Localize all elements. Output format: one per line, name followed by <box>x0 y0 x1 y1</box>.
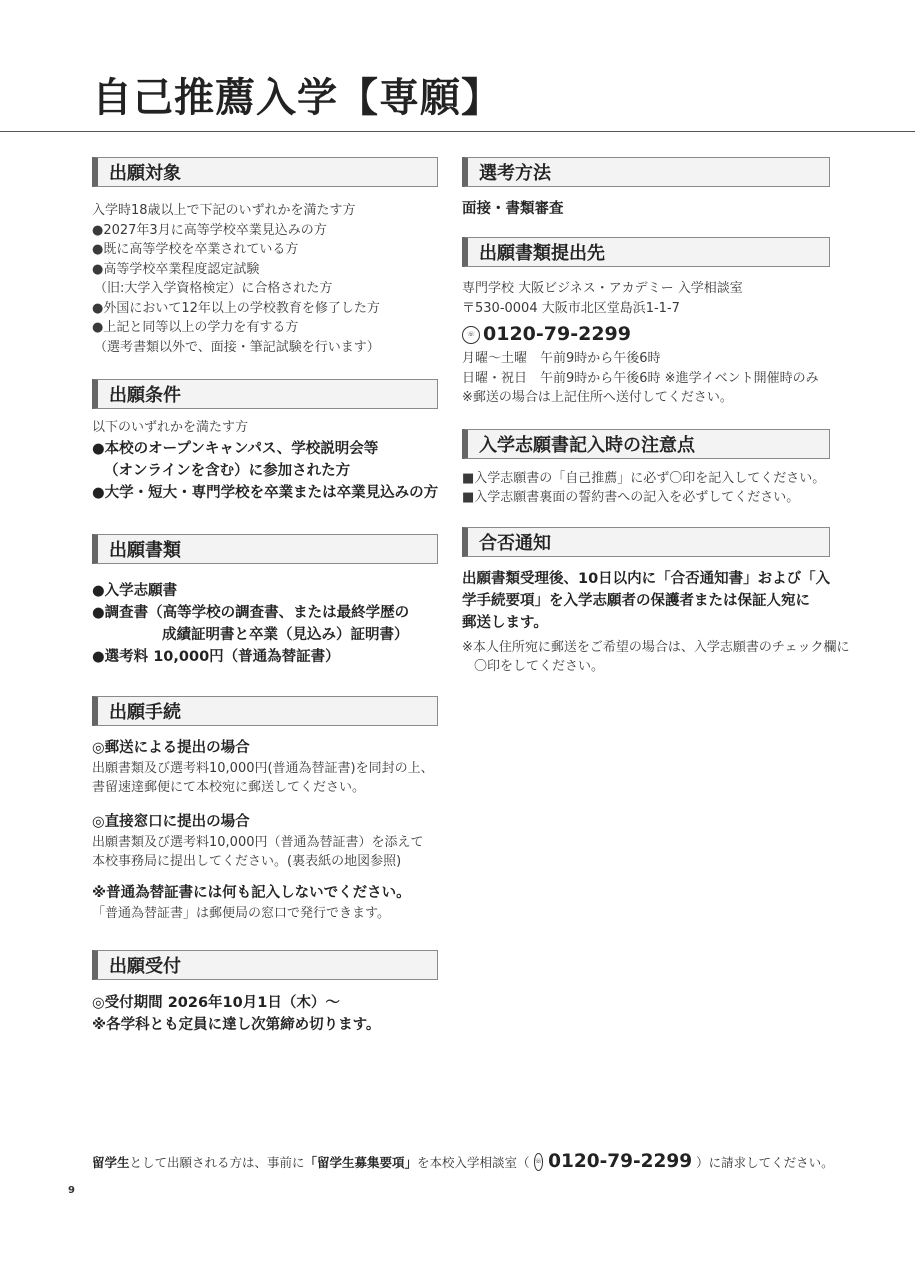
documents-list <box>92 580 438 668</box>
target-line: 入学時18歳以上で下記のいずれかを満たす方 <box>92 203 356 218</box>
target-line: ●2027年3月に高等学校卒業見込みの方 <box>92 222 327 238</box>
page-title: 自己推薦入学【専願】 <box>92 75 502 121</box>
page-number: 9 <box>68 1185 75 1196</box>
procedure-mail-title: ◎郵送による提出の場合 <box>92 739 250 756</box>
address-line: 専門学校 大阪ビジネス・アカデミー 入学相談室 <box>462 281 743 296</box>
footer-note <box>92 1151 832 1172</box>
documents-item: 成績証明書と卒業（見込み）証明書） <box>162 626 409 643</box>
result-note: 〇印をしてください。 <box>474 659 605 674</box>
procedure-note-title: ※普通為替証書には何も記入しないでください。 <box>92 884 411 901</box>
result-text: 学手続要項」を入学志願者の保護者または保証人宛に <box>462 592 810 609</box>
right-column <box>462 157 850 677</box>
free-dial-icon: ☏ <box>534 1153 544 1171</box>
section-heading-target: 出願対象 <box>92 157 438 187</box>
target-line: ●外国において12年以上の学校教育を修了した方 <box>92 300 380 316</box>
procedure-note-text: 「普通為替証書」は郵便局の窓口で発行できます。 <box>92 905 390 921</box>
target-list <box>92 201 438 357</box>
conditions-list <box>92 418 438 504</box>
section-heading-form-notes: 入学志願書記入時の注意点 <box>462 429 830 459</box>
selection-block <box>462 198 830 220</box>
section-heading-acceptance: 出願受付 <box>92 950 438 980</box>
target-line: （旧:大学入学資格検定）に合格された方 <box>94 281 333 296</box>
acceptance-note: ※各学科とも定員に達し次第締め切ります。 <box>92 1017 381 1033</box>
documents-item: ●調査書（高等学校の調査書、または最終学歴の <box>92 604 410 621</box>
conditions-item: ●本校のオープンキャンパス、学校説明会等 <box>92 440 379 457</box>
section-heading-selection: 選考方法 <box>462 157 830 187</box>
section-heading-submit-to: 出願書類提出先 <box>462 237 830 267</box>
footer-text: として出願される方は、事前に <box>129 1154 305 1170</box>
result-note: ※本人住所宛に郵送をご希望の場合は、入学志願書のチェック欄に <box>462 639 850 655</box>
form-note-line: ■入学志願書裏面の誓約書への記入を必ずしてください。 <box>462 490 800 505</box>
hours-line: 月曜〜土曜 午前9時から午後6時 <box>462 351 661 366</box>
target-line: ●既に高等学校を卒業されている方 <box>92 242 299 257</box>
acceptance-period: ◎受付期間 2026年10月1日（木）〜 <box>92 995 340 1011</box>
footer-text: ）に請求してください。 <box>696 1154 834 1170</box>
submit-to-block <box>462 279 830 408</box>
procedure-window-title: ◎直接窓口に提出の場合 <box>92 813 250 830</box>
form-notes-block <box>462 469 830 508</box>
conditions-item: （オンラインを含む）に参加された方 <box>104 462 351 479</box>
left-column <box>92 157 438 1036</box>
selection-text: 面接・書類審査 <box>462 201 564 217</box>
section-heading-conditions: 出願条件 <box>92 379 438 409</box>
acceptance-block <box>92 992 438 1036</box>
footer-text: を本校入学相談室（ <box>417 1154 530 1170</box>
result-text: 出願書類受理後、10日以内に「合否通知書」および「入 <box>462 570 831 587</box>
conditions-intro: 以下のいずれかを満たす方 <box>92 420 249 435</box>
result-text: 郵送します。 <box>462 614 548 631</box>
footer-emphasis: 「留学生募集要項」 <box>304 1154 418 1170</box>
phone-row[interactable] <box>462 321 830 349</box>
section-heading-procedure: 出願手続 <box>92 696 438 726</box>
free-dial-icon: ☏ <box>462 326 480 344</box>
target-line: ●上記と同等以上の学力を有する方 <box>92 320 299 335</box>
address-line: 〒530-0004 大阪市北区堂島浜1-1-7 <box>462 300 680 316</box>
result-block <box>462 568 850 677</box>
section-heading-result: 合否通知 <box>462 527 830 557</box>
procedure-mail-text: 出願書類及び選考料10,000円(普通為替証書)を同封の上、 <box>92 760 434 776</box>
documents-item: ●選考料 10,000円（普通為替証書） <box>92 648 340 665</box>
documents-item: ●入学志願書 <box>92 582 178 599</box>
section-heading-documents: 出願書類 <box>92 534 438 564</box>
conditions-item: ●大学・短大・専門学校を卒業または卒業見込みの方 <box>92 484 439 501</box>
procedure-mail-text: 書留速達郵便にて本校宛に郵送してください。 <box>92 780 366 795</box>
procedure-block <box>92 737 438 924</box>
title-rule <box>0 131 915 132</box>
footer-phone[interactable]: 0120-79-2299 <box>548 1151 693 1172</box>
form-note-line: ■入学志願書の「自己推薦」に必ず〇印を記入してください。 <box>462 470 826 486</box>
hours-line: 日曜・祝日 午前9時から午後6時 ※進学イベント開催時のみ <box>462 370 819 386</box>
footer-emphasis: 留学生 <box>92 1154 130 1170</box>
phone-number[interactable]: 0120-79-2299 <box>483 323 631 346</box>
mail-note: ※郵送の場合は上記住所へ送付してください。 <box>462 390 733 405</box>
target-line: （選考書類以外で、面接・筆記試験を行います） <box>94 339 380 355</box>
target-line: ●高等学校卒業程度認定試験 <box>92 261 260 277</box>
procedure-window-text: 本校事務局に提出してください。(裏表紙の地図参照) <box>92 854 402 869</box>
procedure-window-text: 出願書類及び選考料10,000円（普通為替証書）を添えて <box>92 834 424 850</box>
